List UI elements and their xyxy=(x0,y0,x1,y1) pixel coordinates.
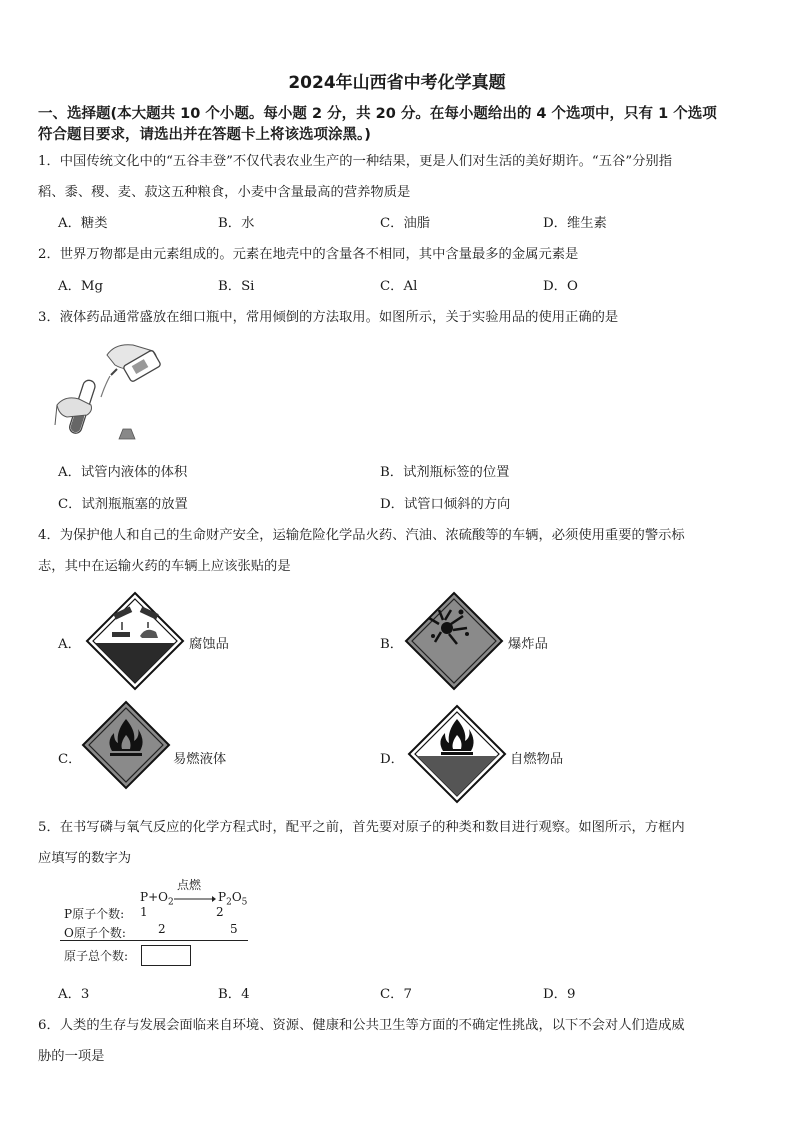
q4-option-c-label: 易燃液体 xyxy=(173,752,227,767)
question-3-line1: 3．液体药品通常盛放在细口瓶中，常用倾倒的方法取用。如图所示，关于实验用品的使用正确的是 xyxy=(38,310,619,325)
question-4-line1: 4．为保护他人和自己的生命财产安全，运输危险化学品火药、汽油、浓硫酸等的车辆，必须使用重要的警示标 xyxy=(38,528,685,543)
question-4-line2: 志，其中在运输火药的车辆上应该张贴的是 xyxy=(38,559,291,574)
q5-option-a[interactable]: A．3 xyxy=(58,987,90,1002)
q2-option-b[interactable]: B．Si xyxy=(218,279,255,294)
question-6-line2: 胁的一项是 xyxy=(38,1049,105,1064)
q3-option-b[interactable]: B．试剂瓶标签的位置 xyxy=(380,465,510,480)
p-atom-count-right: 2 xyxy=(216,905,224,919)
corrosive-hazard-sign[interactable] xyxy=(86,592,184,690)
q4-option-a-letter[interactable]: A． xyxy=(58,637,81,652)
q2-option-c[interactable]: C．Al xyxy=(380,279,418,294)
question-5-line1: 5．在书写磷与氧气反应的化学方程式时，配平之前，首先要对原子的种类和数目进行观察。如图所示，方框内 xyxy=(38,820,685,835)
q4-option-d-letter[interactable]: D． xyxy=(380,752,404,767)
question-6-line1: 6．人类的生存与发展会面临来自环境、资源、健康和公共卫生等方面的不确定性挑战，以下不会对人们造成威 xyxy=(38,1018,685,1033)
question-1-line1: 1．中国传统文化中的“五谷丰登”不仅代表农业生产的一种结果，更是人们对生活的美好期许。“五谷”分别指 xyxy=(38,154,673,169)
o-atom-count-left: 2 xyxy=(158,922,166,936)
reaction-arrow xyxy=(174,894,216,904)
q3-option-c[interactable]: C．试剂瓶瓶塞的放置 xyxy=(58,497,188,512)
q3-option-d[interactable]: D．试管口倾斜的方向 xyxy=(380,497,511,512)
o-atom-count-label: O原子个数: xyxy=(64,926,126,940)
total-atom-count-label: 原子总个数: xyxy=(64,949,129,963)
q5-option-c[interactable]: C．7 xyxy=(380,987,412,1002)
q2-option-d[interactable]: D．O xyxy=(543,279,578,294)
q5-option-b[interactable]: B．4 xyxy=(218,987,250,1002)
flammable-liquid-hazard-sign[interactable] xyxy=(82,701,170,789)
p-atom-count-label: P原子个数: xyxy=(64,907,125,921)
q4-option-b-letter[interactable]: B． xyxy=(380,637,404,652)
q4-option-a-label: 腐蚀品 xyxy=(189,637,229,652)
q1-option-d[interactable]: D．维生素 xyxy=(543,216,607,231)
q1-option-a[interactable]: A．糖类 xyxy=(58,216,108,231)
reactants-formula: $P+O_2$ xyxy=(140,890,174,908)
q1-option-b[interactable]: B．水 xyxy=(218,216,255,231)
q4-option-c-letter[interactable]: C． xyxy=(58,752,82,767)
section-heading-line2: 符合题目要求，请选出并在答题卡上将该选项涂黑。) xyxy=(38,127,371,143)
question-1-line2: 稻、黍、稷、麦、菽这五种粮食，小麦中含量最高的营养物质是 xyxy=(38,185,411,200)
q5-option-d[interactable]: D．9 xyxy=(543,987,576,1002)
answer-box[interactable] xyxy=(141,945,191,966)
q1-option-c[interactable]: C．油脂 xyxy=(380,216,431,231)
q3-option-a[interactable]: A．试管内液体的体积 xyxy=(58,465,188,480)
reaction-condition: 点燃 xyxy=(177,878,202,892)
q4-option-b-label: 爆炸品 xyxy=(508,637,548,652)
table-divider-line xyxy=(60,940,248,941)
pouring-liquid-illustration xyxy=(55,335,170,445)
q2-option-a[interactable]: A．Mg xyxy=(58,279,104,294)
o-atom-count-right: 5 xyxy=(230,922,238,936)
section-heading-line1: 一、选择题(本大题共 10 个小题。每小题 2 分，共 20 分。在每小题给出的 4 个选项中，只有 1 个选项 xyxy=(38,106,717,122)
product-formula: $P_2O_5$ xyxy=(218,890,248,908)
q4-option-d-label: 自燃物品 xyxy=(510,752,564,767)
explosive-hazard-sign[interactable] xyxy=(405,592,503,690)
page-title: 2024年山西省中考化学真题 xyxy=(288,73,506,93)
p-atom-count-left: 1 xyxy=(140,905,148,919)
question-2-line1: 2．世界万物都是由元素组成的。元素在地壳中的含量各不相同，其中含量最多的金属元素是 xyxy=(38,247,579,262)
question-5-line2: 应填写的数字为 xyxy=(38,851,132,866)
spontaneously-combustible-hazard-sign[interactable] xyxy=(408,705,506,803)
